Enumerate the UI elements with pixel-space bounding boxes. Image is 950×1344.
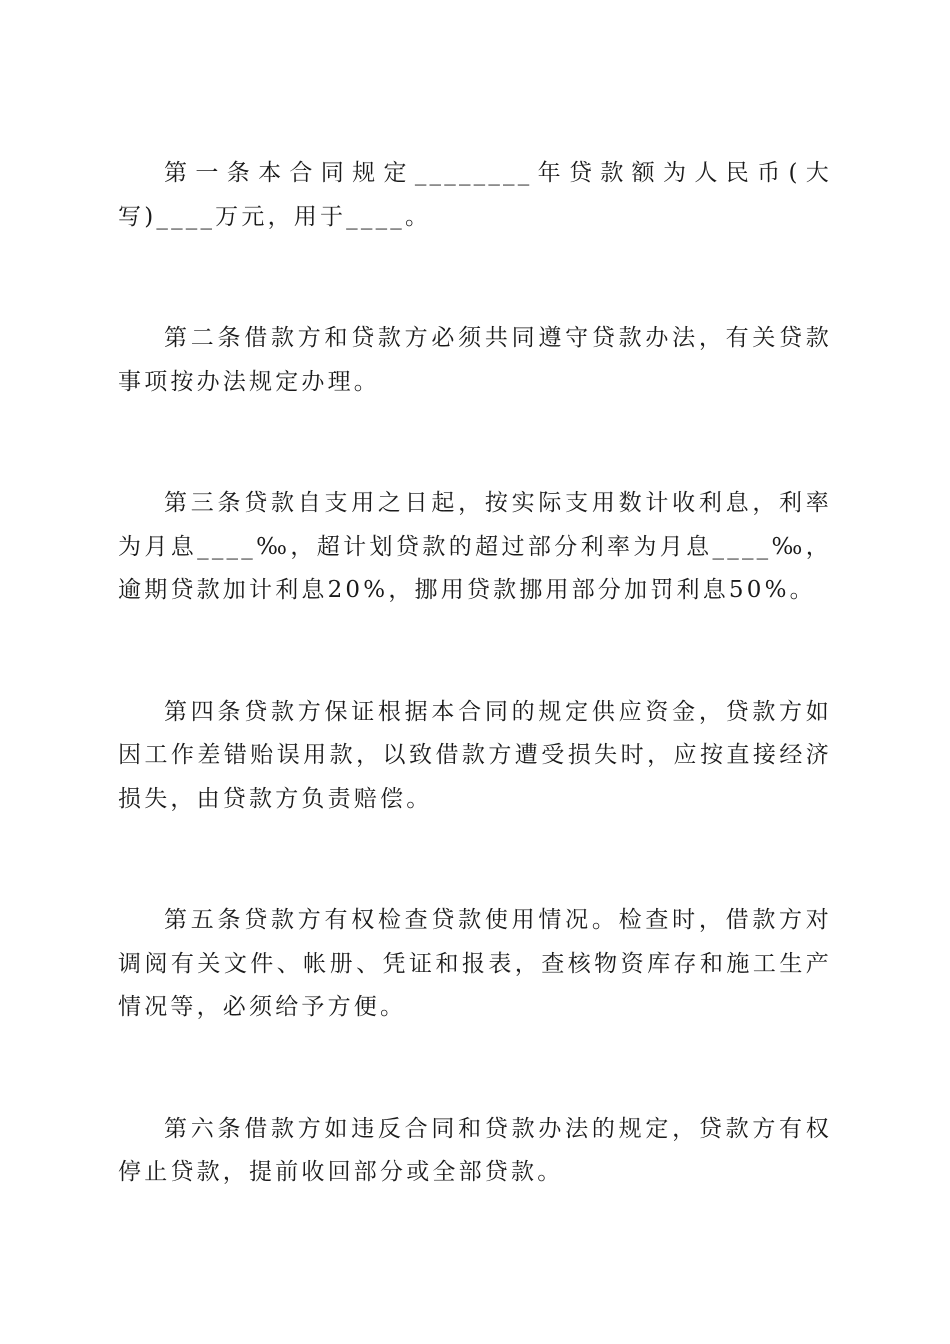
article-6: 第六条借款方如违反合同和贷款办法的规定，贷款方有权停止贷款，提前收回部分或全部贷款。 [118, 1115, 832, 1185]
article-5: 第五条贷款方有权检查贷款使用情况。检查时，借款方对调阅有关文件、帐册、凭证和报表，查核物资库存和施工生产情况等，必须给予方便。 [118, 907, 832, 1020]
article-2: 第二条借款方和贷款方必须共同遵守贷款办法，有关贷款事项按办法规定办理。 [118, 325, 832, 395]
article-3: 第三条贷款自支用之日起，按实际支用数计收利息，利率为月息____‰，超计划贷款的超过部分利率为月息____‰，逾期贷款加计利息20%，挪用贷款挪用部分加罚利息50%。 [118, 490, 832, 603]
article-1: 第一条本合同规定________年贷款额为人民币(大写)____万元，用于____。 [118, 160, 832, 230]
article-4: 第四条贷款方保证根据本合同的规定供应资金，贷款方如因工作差错贻误用款，以致借款方遭受损失时，应按直接经济损失，由贷款方负责赔偿。 [118, 698, 832, 812]
